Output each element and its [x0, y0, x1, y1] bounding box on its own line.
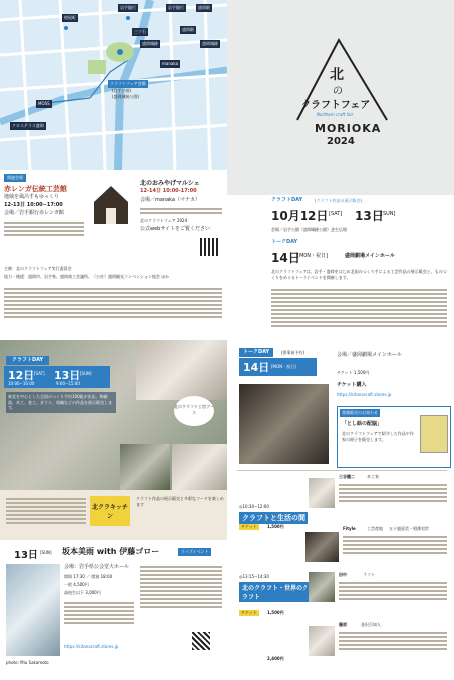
speaker-role-3: ラフト — [363, 572, 375, 577]
map-dest-station: 盛岡駅 — [198, 5, 210, 10]
marche-title: 北のおみやげマルシェ — [140, 180, 200, 187]
marche-notes — [140, 206, 222, 216]
brick-title: 赤レンガ伝統工芸館 — [4, 185, 67, 193]
live-price1: 一般 4,500円 — [64, 582, 89, 587]
ceramics-photo — [136, 340, 227, 400]
session1-price: 1,500円 — [267, 524, 284, 529]
talk-venue: 会場／盛岡劇場メインホール — [337, 352, 402, 358]
craft-block-date1: 12日 — [8, 369, 35, 382]
brick-dates: 12‐13日 10:00−17:00 — [4, 202, 63, 208]
live-artist: 坂本美雨 with 伊藤ゴロー — [62, 547, 160, 556]
live-block — [0, 540, 227, 680]
cover-title-mid: の — [333, 86, 343, 97]
live-credits: photo: Miu Sakamoto — [6, 660, 49, 665]
cover-title-main: クラフトフェア — [301, 100, 371, 111]
web-note: 公式webサイトをご覧ください — [140, 226, 210, 232]
marche-dates: 12‐14日 10:00‐17:00 — [140, 188, 197, 194]
purchase-label: チケット購入 — [337, 382, 367, 388]
organizer-block — [0, 262, 227, 340]
craft-block-time1: 10:00−16:00 — [8, 381, 35, 386]
talk-label: トークDAY — [239, 348, 273, 357]
map-label-moss: MOSS — [38, 101, 50, 106]
speaker-role-4: 金沢百知人 — [361, 622, 381, 627]
map-label-park2: (盛岡城跡公園) — [112, 94, 140, 99]
date2-dow: [SUN] — [381, 211, 396, 217]
speaker-name-2: Fityle — [343, 526, 356, 531]
talk-place: 盛岡劇場メインホール — [345, 253, 395, 259]
live-qr-icon[interactable] — [192, 632, 210, 650]
craft-day-block — [0, 340, 227, 540]
speaker-name-4: 藤原 — [339, 622, 347, 627]
date2-day: 13日 — [355, 209, 384, 223]
speaker-photo-2 — [305, 532, 339, 562]
book-cover — [420, 415, 448, 453]
talk-date-big: 14日 — [243, 361, 270, 374]
map-label-park1: (岩手公園) — [112, 88, 132, 93]
kitchen-note: クラフト作品の展示販売と多彩なフードを楽しめます — [136, 496, 224, 507]
live-badge: ライブイベント — [178, 548, 211, 556]
map-dest-castle: 盛岡城跡 — [202, 41, 218, 46]
sessions-block — [227, 470, 454, 680]
speaker-extra-2: 五十嵐恵美・相澤君世 — [389, 526, 429, 531]
session2-time: ◎13:15−14:30 — [239, 574, 269, 579]
marche-place: 会場／manaka（マナカ） — [140, 197, 200, 203]
session1-title: クラフトと生活の間 — [239, 512, 308, 524]
map-label-venue: クラフトフェア会場 — [110, 81, 146, 86]
purchase-url[interactable]: https://kitanocraft.stores.jp — [337, 392, 392, 397]
map-label-bank: 岩手銀行 — [120, 5, 136, 10]
book-title: 「とし絵の配脳」 — [342, 421, 383, 427]
tablecloth-photo — [120, 444, 170, 490]
book-label: 書籍販売のお知らせ — [342, 410, 378, 415]
talk-sub: (要事前予約) — [281, 350, 305, 355]
session2-price: 1,500円 — [267, 610, 284, 615]
live-desc — [140, 564, 222, 610]
organizer-main: 主催：北のクラフトフェア実行委員会 — [4, 266, 72, 271]
hut-icon — [92, 184, 130, 226]
speaker-role-1: 木工家 — [367, 474, 379, 479]
cover-year: 2024 — [327, 136, 355, 147]
map-label-castle: 盛岡城跡 — [142, 41, 158, 46]
live-price2: 高校生以下 3,000円 — [64, 590, 101, 595]
craft-block-desc: 東北を中心とした全国のつくり手約100組が出店。陶磁器、木工、金工、ガラス、染織などの作品を展示販売します。 — [6, 392, 116, 413]
craft-day-sub: (クラフト作品の展示販売) — [315, 198, 363, 203]
cover-intro: 北のクラフトフェアは、岩手・盛岡をはじめ北国のつくり手による工芸作品の展示販売と、ものづくりをめぐるトークイベントを開催します。 — [271, 269, 447, 280]
related-label: 関連会場 — [4, 174, 26, 182]
kitchen-badge: 北クラキッチン — [90, 496, 130, 526]
craft-shop-list — [6, 496, 86, 526]
speaker-photo-3 — [309, 572, 335, 602]
related-venues — [0, 170, 227, 262]
session1-time: ◎10:30−12:00 — [239, 504, 269, 509]
cover-title-en: Northern craft fair — [317, 112, 354, 117]
cover-intro-lines — [271, 287, 447, 329]
book-text: 北のクラフトフェアで紹介した作品や作家の冊子を販売します。 — [342, 431, 414, 442]
craft-block-time2: 9:00−15:00 — [56, 381, 80, 386]
marche-note: 北のクラフトフェア 2024 — [140, 218, 188, 223]
session1-ticket-label: チケット — [241, 524, 257, 529]
artist-photo — [6, 564, 60, 656]
craft-block-date2: 13日 — [54, 369, 81, 382]
map-dest-bank: 岩手銀行 — [168, 5, 184, 10]
cover-panel — [227, 0, 454, 195]
cover-title-top: 北 — [330, 67, 344, 83]
cover-dates — [227, 195, 454, 340]
teapot-photo — [172, 444, 227, 490]
brick-notes — [4, 220, 84, 238]
craft-block-dow1: [SAT] — [34, 371, 45, 376]
talk-day-label: トークDAY — [271, 239, 298, 245]
hut-illustration — [92, 184, 130, 226]
speaker-photo-1 — [309, 478, 335, 508]
theater-photo — [239, 384, 329, 464]
craft-day-label: クラフトDAY — [271, 197, 303, 203]
pair-price: 2,400円 — [267, 656, 284, 661]
talk-dow: [MON・祝日] — [297, 253, 328, 259]
organizer-lines — [4, 286, 222, 320]
marche-qr-icon[interactable] — [200, 238, 218, 256]
hall-label: 北のクラフト工房ブース — [174, 396, 214, 426]
date1-dow: [SAT] — [329, 211, 343, 217]
brick-sub: 地域を風呂すもゆっくり — [4, 194, 59, 200]
live-date: 13日 — [14, 550, 38, 561]
cover-city: MORIOKA — [315, 122, 382, 135]
map-label-crossterrace: クロステラス盛岡 — [12, 123, 44, 128]
live-ticket-url[interactable]: https://kitanocraft.stores.jp — [64, 644, 119, 649]
speaker-role-2: 工芸産地 — [367, 526, 383, 531]
map-label-konyacho: 紺屋町 — [64, 15, 76, 20]
map-label-station: 盛岡駅 — [182, 27, 194, 32]
organizer-support: 協力・後援：盛岡市、岩手県、盛岡商工会議所、（公社）盛岡観光コンベンション協会 ほか — [4, 274, 170, 279]
talk-day-block — [227, 340, 454, 470]
session2-title: 北のクラフト・世界のクラフト — [239, 582, 311, 602]
talk-date-dow: [MON・祝日] — [271, 364, 296, 369]
live-venue: 会場：岩手県公会堂大ホール — [64, 564, 129, 570]
session2-ticket-label: チケット — [241, 610, 257, 615]
date1-month: 10月12日 — [271, 209, 329, 223]
craft-block-label: クラフトDAY — [6, 356, 49, 365]
map-label-mitsuishi: 三ツ石 — [134, 29, 146, 34]
live-text — [64, 600, 134, 626]
speaker-photo-4 — [309, 626, 335, 656]
map-label-manaka: manaka — [162, 61, 179, 66]
speaker-name-1: 三谷龍二 — [339, 474, 355, 479]
talk-date: 14日 — [271, 251, 300, 265]
book-box — [337, 406, 451, 468]
craft-block-dow2: [SUN] — [80, 371, 92, 376]
live-dow: [SUN] — [40, 550, 52, 555]
talk-price: チケット 1,500円 — [337, 370, 370, 375]
brick-place: 会場／岩手銀行赤レンガ館 — [4, 210, 64, 216]
speaker-name-3: 田中 — [339, 572, 347, 577]
venue-map[interactable] — [0, 0, 227, 170]
place1: 会場／岩手公園（盛岡城跡公園）芝生広場 — [271, 227, 347, 232]
live-time: 開場 17:30 ／ 開演 18:00 — [64, 574, 113, 579]
